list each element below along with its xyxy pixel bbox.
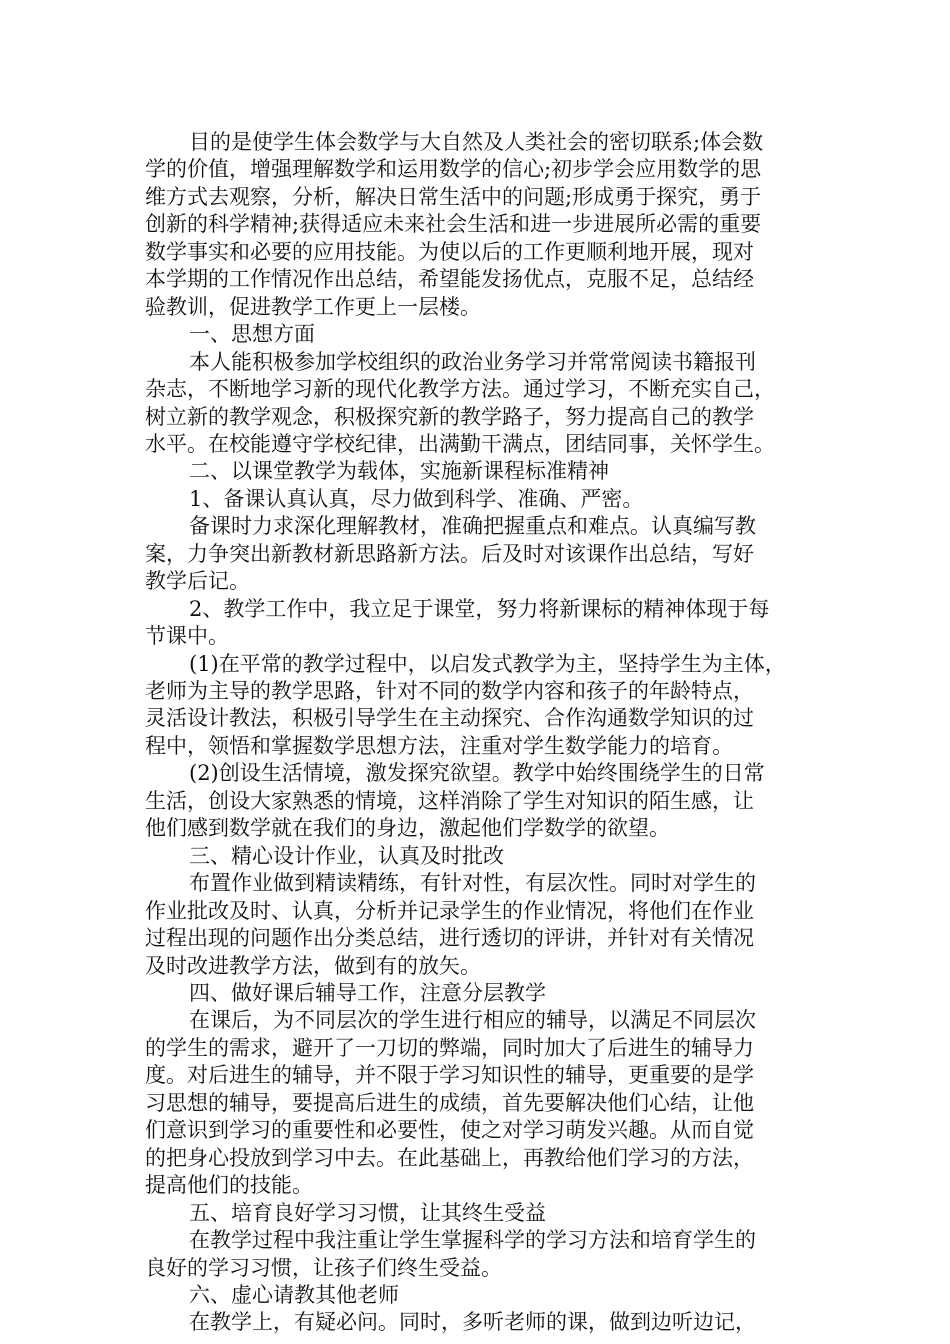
text-line: 教学后记。	[145, 569, 250, 594]
text-line: 程中，领悟和掌握数学思想方法，注重对学生数学能力的培育。	[145, 733, 733, 758]
text-line: 本学期的工作情况作出总结，希望能发扬优点，克服不足，总结经	[145, 267, 754, 292]
text-line: 一、思想方面	[189, 322, 315, 347]
text-line: 本人能积极参加学校组织的政治业务学习并常常阅读书籍报刊	[189, 349, 756, 374]
text-line: 学的价值，增强理解数学和运用数学的信心;初步学会应用数学的思	[145, 157, 762, 182]
text-line: 目的是使学生体会数学与大自然及人类社会的密切联系;体会数	[189, 130, 764, 154]
text-line: 节课中。	[145, 624, 229, 649]
text-line: (2)创设生活情境，激发探究欲望。教学中始终围绕学生的日常	[189, 761, 765, 786]
text-line: 灵活设计教法，积极引导学生在主动探究、合作沟通数学知识的过	[145, 706, 754, 731]
text-line: 数学事实和必要的应用技能。为使以后的工作更顺利地开展，现对	[145, 239, 754, 264]
text-line: 杂志，不断地学习新的现代化教学方法。通过学习，不断充实自己，	[145, 377, 775, 401]
text-line: 在课后，为不同层次的学生进行相应的辅导，以满足不同层次	[189, 1008, 756, 1033]
text-line: 习思想的辅导，要提高后进生的成绩，首先要解决他们心结，让他	[145, 1090, 754, 1115]
text-line: 五、培育良好学习习惯，让其终生受益	[189, 1200, 546, 1225]
text-line: 布置作业做到精读精练，有针对性，有层次性。同时对学生的	[189, 871, 756, 896]
text-line: 验教训，促进教学工作更上一层楼。	[145, 294, 481, 319]
text-line: 创新的科学精神;获得适应未来社会生活和进一步进展所必需的重要	[145, 212, 762, 237]
text-line: (1)在平常的教学过程中，以启发式教学为主，坚持学生为主体，	[189, 651, 786, 676]
text-line: 备课时力求深化理解教材，准确把握重点和难点。认真编写教	[189, 514, 756, 539]
text-line: 生活，创设大家熟悉的情境，这样消除了学生对知识的陌生感，让	[145, 788, 754, 813]
text-line: 在教学上，有疑必问。同时，多听老师的课，做到边听边记，	[189, 1310, 756, 1335]
text-line: 2、教学工作中，我立足于课堂，努力将新课标的精神体现于每	[189, 596, 770, 621]
text-line: 们意识到学习的重要性和必要性，使之对学习萌发兴趣。从而自觉	[145, 1118, 754, 1143]
text-line: 树立新的教学观念，积极探究新的教学路子，努力提高自己的教学	[145, 404, 754, 429]
text-line: 三、精心设计作业，认真及时批改	[189, 843, 504, 868]
text-line: 提高他们的技能。	[145, 1173, 313, 1198]
text-line: 二、以课堂教学为载体，实施新课程标准精神	[189, 459, 609, 484]
text-line: 案，力争突出新教材新思路新方法。后及时对该课作出总结，写好	[145, 541, 754, 566]
text-line: 水平。在校能遵守学校纪律，出满勤干满点，团结同事，关怀学生。	[145, 431, 775, 456]
text-line: 良好的学习习惯，让孩子们终生受益。	[145, 1255, 502, 1280]
text-line: 的学生的需求，避开了一刀切的弊端，同时加大了后进生的辅导力	[145, 1035, 754, 1060]
text-line: 他们感到数学就在我们的身边，激起他们学数学的欲望。	[145, 816, 670, 841]
text-line: 过程出现的问题作出分类总结，进行透切的评讲，并针对有关情况	[145, 926, 754, 950]
text-line: 维方式去观察，分析，解决日常生活中的问题;形成勇于探究，勇于	[145, 184, 762, 209]
text-line: 度。对后进生的辅导，并不限于学习知识性的辅导，更重要的是学	[145, 1063, 754, 1088]
text-line: 1、备课认真认真，尽力做到科学、准确、严密。	[189, 486, 644, 511]
text-line: 四、做好课后辅导工作，注意分层教学	[189, 980, 546, 1005]
text-line: 老师为主导的教学思路，针对不同的数学内容和孩子的年龄特点，	[145, 679, 754, 703]
text-line: 作业批改及时、认真，分析并记录学生的作业情况，将他们在作业	[145, 898, 754, 923]
text-line: 六、虚心请教其他老师	[189, 1282, 399, 1307]
text-line: 在教学过程中我注重让学生掌握科学的学习方法和培育学生的	[189, 1228, 756, 1252]
text-line: 及时改进教学方法，做到有的放矢。	[145, 953, 481, 978]
text-line: 的把身心投放到学习中去。在此基础上，再教给他们学习的方法，	[145, 1145, 754, 1170]
